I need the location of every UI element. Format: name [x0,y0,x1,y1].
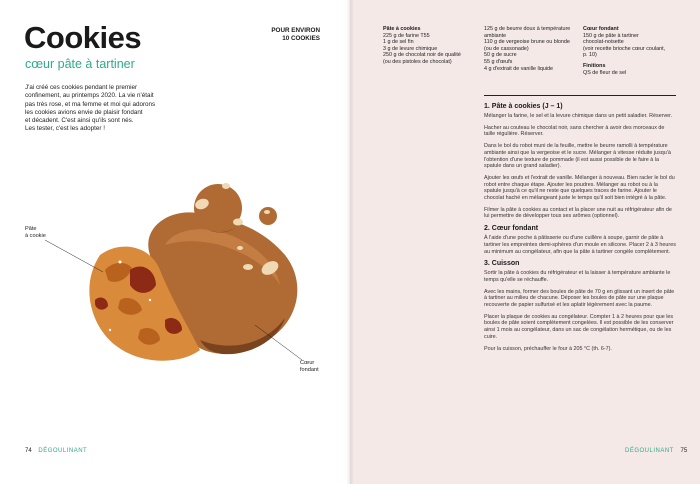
ingredient-item: (ou de cassonade) [484,45,529,52]
ingredient-item: 55 g d'œufs [484,58,513,65]
footer-right [625,448,687,454]
hazelnut-chip [222,183,230,189]
step-section [484,260,676,352]
label-line: à cookie [25,232,46,239]
hazelnut-chip [237,246,243,250]
step-paragraph: Pour la cuisson, préchauffer le four à 205 °C (th. 6-7). [484,345,612,352]
ingredients-heading: Pâte à cookies [383,26,421,32]
hazelnut-chip [243,264,253,270]
ingredients-col-2 [484,26,576,72]
label-line: Cœur [300,360,315,366]
ingredient-item: 125 g de beurre doux à température [484,26,571,32]
serving-line-2: 10 COOKIES [282,35,320,42]
label-line: Pâte [25,226,37,232]
step-paragraph: Sortir la pâte à cookies du réfrigérateur et la laisser à température ambiante le temps qu'elle se réchauffe. [484,270,671,283]
ingredient-item: 250 g de chocolat noir de qualité [383,52,461,59]
page-number-right: 75 [680,448,688,454]
ingredient-item: 3 g de levure chimique [383,45,438,52]
step-paragraph: Mélanger la farine, le sel et la levure chimique dans un petit saladier. Réserver. [484,113,673,119]
ingredient-item: 150 g de pâte à tartiner [583,32,639,39]
step-paragraph: Avec les mains, former des boules de pâte de 70 g en glissant un insert de pâte à tartiner au milieu de chacune. Déposer les boules de pâte sur une plaque recouverte de papier sulfurisé et les aplatir légèrement avec la paume. [484,288,675,309]
step-paragraph: Ajouter les œufs et l'extrait de vanille. Mélanger à nouveau. Bien racler le bol du robot entre chaque étape. Ajouter les poudres. Mélanger au robot ou à la spatule jusqu'à ce qu'il ne reste que quelques traces de farine. Ajouter le chocolat haché en mélangeant juste le temps qu'il soit bien intégré à la pâte. [484,174,675,202]
label-pate-cookie [25,226,65,240]
intro-line: J'ai créé ces cookies pendant le premier [25,84,138,91]
ingredient-item: 1 g de sel fin [383,39,414,46]
recipe-subtitle: cœur pâte à tartiner [25,57,135,71]
footer-left [25,448,87,454]
hazelnut-chip [233,219,243,226]
intro-line: les cookies avions envie de plaisir fondant [25,108,143,116]
salt-flake [109,329,111,331]
intro-line: et décadent. C'est ainsi qu'ils sont nés. [25,117,134,125]
step-title: 1. Pâte à cookies (J – 1) [484,103,563,110]
leader-line-pate [45,240,103,272]
label-coeur-fondant [300,360,340,374]
step-paragraph: Filmer la pâte à cookies au contact et la placer une nuit au réfrigérateur afin de lui permettre de développer tous ses arômes (optionnel). [484,206,672,220]
step-paragraph: Dans le bol du robot muni de la feuille, mettre le beurre ramolli à température ambiante ainsi que la vergeoise et le sucre. Mélanger à vitesse réduite jusqu'à l'obtention d'une texture de pommade (il est aussi possible de le faire à la spatule dans un grand saladier). [484,143,671,170]
hazelnut-chip [264,210,270,214]
intro-line: confinement, au printemps 2020. La vie n'était [25,92,154,100]
ingredient-item: chocolat-noisette [583,39,624,46]
serving-line-1: POUR ENVIRON [271,27,320,34]
step-section [484,225,676,255]
step-title: 3. Cuisson [484,260,520,268]
ingredient-item: ambiante [484,32,507,39]
intro-line: pas très rose, et ma femme et moi qui adorons [25,100,156,108]
ingredient-item: 225 g de farine T55 [383,32,430,39]
intro-line: Les tester, c'est les adopter ! [25,125,105,133]
ingredient-item: p. 10) [583,52,597,59]
page-number-left: 74 [25,448,32,454]
ingredients-col-1 [383,26,478,66]
brand-right: DÉGOULINANT [625,448,674,454]
ingredients-heading: Cœur fondant [583,26,619,32]
ingredient-item: 4 g d'extrait de vanille liquide [484,65,554,72]
label-line: fondant [300,366,319,373]
step-section [484,103,676,220]
step-paragraph: Placer la plaque de cookies au congélateur. Compter 1 à 2 heures pour que les boules de pâte soient complètement congelées. Il est possible de les conserver ainsi 1 mois au congélateur, dans un sac de congélation hermétique, ou de les cuire. [484,313,674,340]
ingredient-item: 110 g de vergeoise brune ou blonde [484,39,570,46]
salt-flake [119,261,122,264]
step-paragraph: Hacher au couteau le chocolat noir, sans chercher à avoir des morceaux de taille régulière. Réserver. [484,124,665,138]
finitions-heading: Finitions [583,62,606,69]
ingredient-item: (ou des pistoles de chocolat) [383,58,452,65]
ingredient-item: QS de fleur de sel [583,69,627,76]
salt-flake [149,299,151,301]
ingredient-item: (voir recette brioche cœur coulant, [583,45,666,52]
small-chocolate-ball [259,207,277,225]
ingredient-item: 50 g de sucre [484,52,517,59]
step-title: 2. Cœur fondant [484,225,539,233]
recipe-title: Cookies [24,20,142,55]
step-paragraph: À l'aide d'une poche à pâtisserie ou d'une cuillère à soupe, garnir de pâte à tartiner les empreintes demi-sphères d'un moule en silicone. Placer 2 à 3 heures au minimum au congélateur, afin que la pâte à tartiner congèle complètement. [484,235,676,255]
recipe-steps [484,95,676,357]
brand-left: DÉGOULINANT [38,448,88,454]
ingredients-col-3 [583,26,673,76]
